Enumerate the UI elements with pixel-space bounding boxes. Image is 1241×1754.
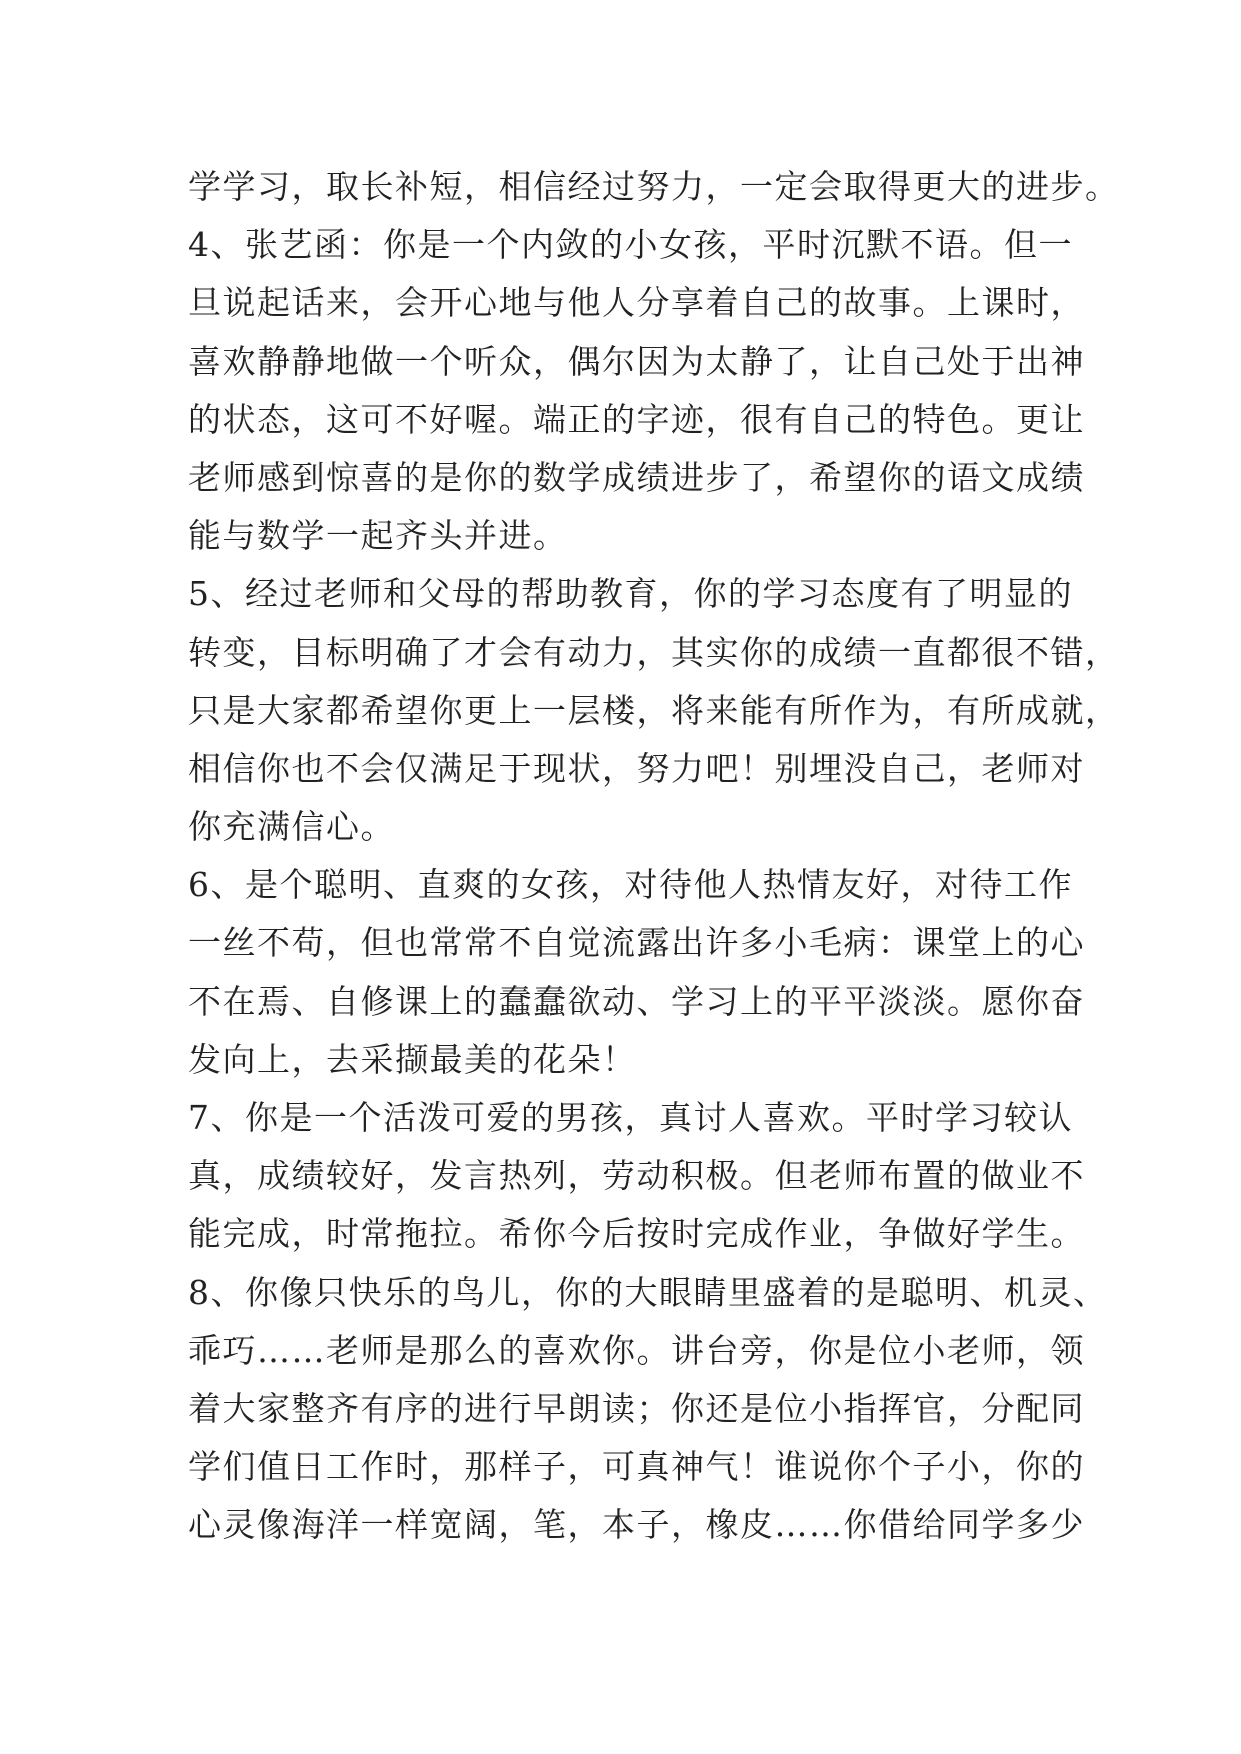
text-line: 喜欢静静地做一个听众，偶尔因为太静了，让自己处于出神 <box>188 341 1085 381</box>
document-body <box>188 158 1120 1555</box>
text-line: 一丝不苟，但也常常不自觉流露出许多小毛病：课堂上的心 <box>188 923 1085 963</box>
text-line: 5、经过老师和父母的帮助教育，你的学习态度有了明显的 <box>188 574 1073 614</box>
text-line: 的状态，这可不好喔。端正的字迹，很有自己的特色。更让 <box>188 399 1085 439</box>
text-line: 你充满信心。 <box>188 807 395 847</box>
text-line: 6、是个聪明、直爽的女孩，对待他人热情友好，对待工作 <box>188 865 1073 905</box>
text-line: 7、你是一个活泼可爱的男孩，真讨人喜欢。平时学习较认 <box>188 1098 1073 1137</box>
text-line: 心灵像海洋一样宽阔，笔，本子，橡皮……你借给同学多少 <box>188 1505 1085 1545</box>
text-line: 4、张艺函：你是一个内敛的小女孩，平时沉默不语。但一 <box>188 225 1073 265</box>
text-line: 着大家整齐有序的进行早朗读；你还是位小指挥官，分配同 <box>188 1388 1085 1428</box>
text-line: 转变，目标明确了才会有动力，其实你的成绩一直都很不错， <box>188 632 1120 672</box>
text-line: 能与数学一起齐头并进。 <box>188 516 568 556</box>
text-line: 发向上，去采撷最美的花朵！ <box>188 1039 637 1079</box>
text-line: 旦说起话来，会开心地与他人分享着自己的故事。上课时， <box>188 283 1085 323</box>
text-line: 学们值日工作时，那样子，可真神气！谁说你个子小，你的 <box>188 1447 1085 1487</box>
text-line: 只是大家都希望你更上一层楼，将来能有所作为，有所成就， <box>188 690 1120 730</box>
text-line: 不在焉、自修课上的蠢蠢欲动、学习上的平平淡淡。愿你奋 <box>188 981 1085 1021</box>
text-line: 学学习，取长补短，相信经过努力，一定会取得更大的进步。 <box>188 167 1120 206</box>
text-line: 乖巧……老师是那么的喜欢你。讲台旁，你是位小老师，领 <box>188 1330 1085 1370</box>
text-line: 相信你也不会仅满足于现状，努力吧！别埋没自己，老师对 <box>188 748 1085 788</box>
text-line: 8、你像只快乐的鸟儿，你的大眼睛里盛着的是聪明、机灵、 <box>188 1272 1108 1312</box>
text-line: 真，成绩较好，发言热列，劳动积极。但老师布置的做业不 <box>188 1156 1085 1196</box>
text-line: 能完成，时常拖拉。希你今后按时完成作业，争做好学生。 <box>188 1214 1085 1254</box>
text-line: 老师感到惊喜的是你的数学成绩进步了，希望你的语文成绩 <box>188 457 1085 497</box>
